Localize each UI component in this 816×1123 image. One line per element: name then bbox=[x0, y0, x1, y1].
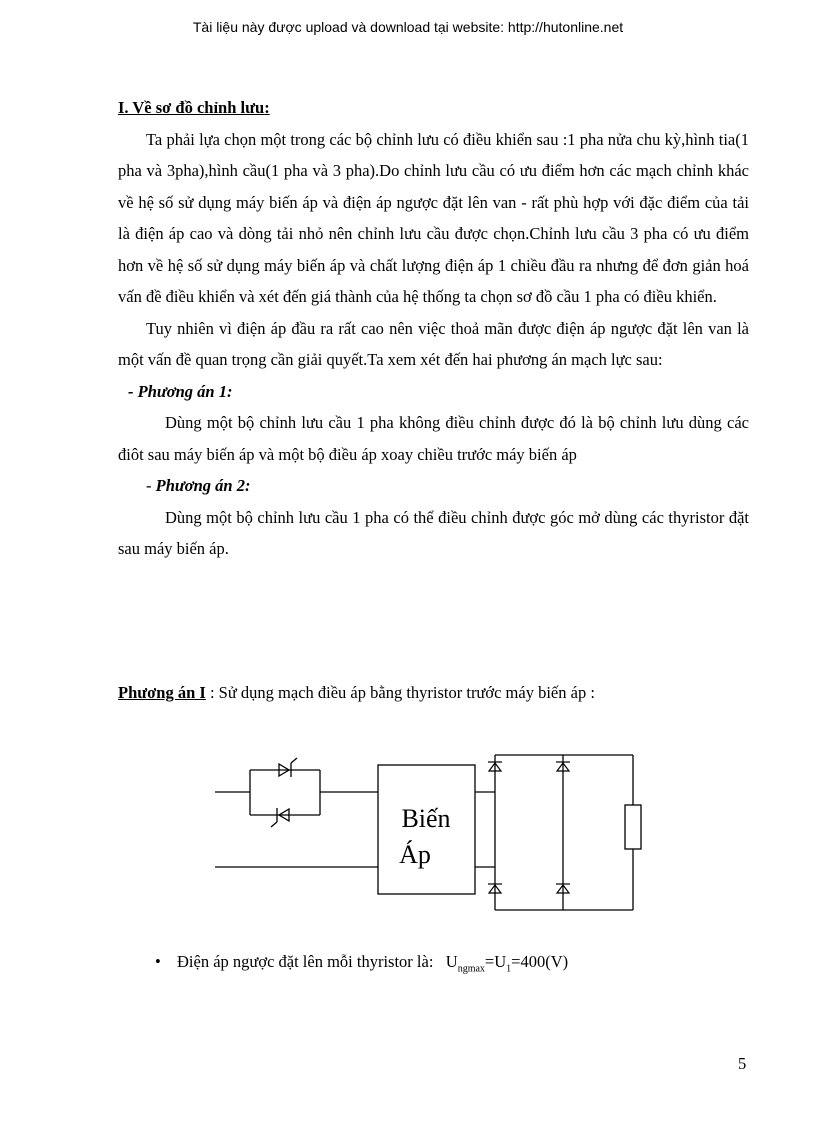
main-content bbox=[118, 92, 749, 565]
phuong-an-i-label: Phương án I bbox=[118, 683, 206, 702]
page-number: 5 bbox=[738, 1054, 747, 1073]
section-title bbox=[118, 92, 749, 124]
option-1-label: - Phương án 1: bbox=[128, 381, 233, 401]
bullet-symbol: • bbox=[155, 952, 161, 971]
option-2-text: Dùng một bộ chỉnh lưu cầu 1 pha có thể điều chỉnh được góc mở dùng các thyristor đặt sau máy biến áp. bbox=[118, 507, 749, 558]
paragraph-1: Ta phải lựa chọn một trong các bộ chỉnh lưu có điều khiển sau :1 pha nửa chu kỳ,hình tia(1 pha và 3pha),hình cầu(1 pha và 3 pha).Do chỉnh lưu cầu có ưu điểm hơn các mạch chỉnh khác về hệ số sử dụng máy biến áp và điện áp ngược đặt lên van - rất phù hợp với đặc điểm của tải là điện áp cao và dòng tải nhỏ nên chỉnh lưu cầu được chọn.Chỉnh lưu cầu 3 pha có ưu điểm hơn về hệ số sử dụng máy biến áp và chất lượng điện áp 1 chiều đầu ra nhưng để đơn giản hoá vấn đề điều khiển và xét đến giá thành của hệ thống ta chọn sơ đồ cầu 1 pha có điều khiển. bbox=[118, 129, 749, 306]
formula-mid: =U bbox=[484, 952, 507, 971]
formula-value: =400(V) bbox=[511, 952, 569, 971]
bullet-text: Điện áp ngược đặt lên mỗi thyristor là: bbox=[177, 952, 434, 971]
thyristor-forward bbox=[279, 758, 297, 777]
page-header: Tài liệu này được upload và download tại website: http://hutonline.net bbox=[192, 19, 624, 35]
phuong-an-i-text: : Sử dụng mạch điều áp bằng thyristor trước máy biến áp : bbox=[209, 683, 595, 702]
transformer-label-line2: Áp bbox=[399, 840, 431, 869]
load-resistor bbox=[625, 805, 641, 849]
section-title-text: I. Về sơ đồ chỉnh lưu bbox=[118, 98, 265, 117]
bullet-item bbox=[155, 952, 568, 974]
option-2-label bbox=[118, 470, 749, 502]
paragraph-2: Tuy nhiên vì điện áp đầu ra rất cao nên việc thoả mãn được điện áp ngược đặt lên van là một vấn đề quan trọng cần giải quyết.Ta xem xét đến hai phương án mạch lực sau: bbox=[118, 318, 749, 369]
option-1-text: Dùng một bộ chỉnh lưu cầu 1 pha không điều chỉnh được đó là bộ chỉnh lưu dùng các điôt sau máy biến áp và một bộ điều áp xoay chiều trước máy biến áp bbox=[118, 413, 749, 464]
formula-u-sub: ngmax bbox=[457, 963, 485, 975]
thyristor-reverse bbox=[271, 808, 289, 827]
formula-u: U bbox=[445, 952, 458, 971]
option-2-dash: - bbox=[146, 476, 156, 495]
circuit-diagram bbox=[215, 745, 645, 920]
option-2-label-text: Phương án 2: bbox=[155, 476, 251, 495]
section-title-colon: : bbox=[264, 98, 270, 117]
transformer-label-line1: Biến bbox=[401, 804, 451, 833]
phuong-an-i-line bbox=[118, 683, 595, 703]
formula-u1-sub: 1 bbox=[506, 963, 512, 975]
